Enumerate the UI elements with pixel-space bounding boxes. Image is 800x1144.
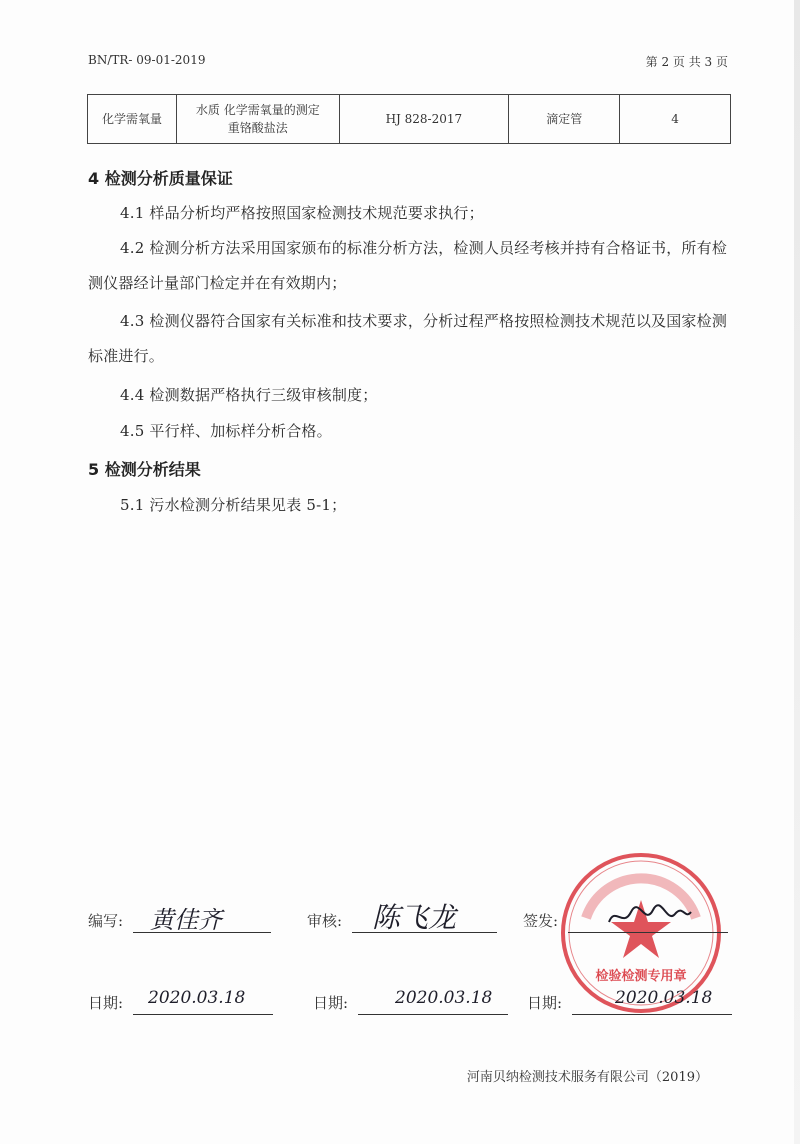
standard-cell: HJ 828-2017	[339, 95, 509, 144]
reviewer-date-line	[358, 1014, 508, 1015]
compiler-date-label: 日期:	[88, 994, 124, 1012]
table-row	[88, 95, 731, 144]
reviewer-date-label: 日期:	[313, 994, 349, 1012]
reviewer-label: 审核:	[307, 912, 343, 930]
page-footer: 河南贝纳检测技术服务有限公司（2019）	[466, 1070, 708, 1085]
compiler-date: 2020.03.18	[148, 988, 246, 1008]
instrument-cell: 滴定管	[509, 95, 620, 144]
section-4-item-3: 4.3 检测仪器符合国家有关标准和技术要求，分析过程严格按照检测技术规范以及国家检测标准进行。	[88, 312, 728, 365]
page-header	[88, 53, 728, 75]
section-4-item-2: 4.2 检测分析方法采用国家颁布的标准分析方法，检测人员经考核并持有合格证书，所有检测仪器经计量部门检定并在有效期内；	[88, 239, 728, 292]
scan-edge	[794, 0, 800, 1144]
issuer-date: 2020.03.18	[615, 988, 713, 1008]
compiler-label: 编写:	[88, 912, 124, 930]
signature-row	[0, 900, 800, 940]
section-4-title: 4 检测分析质量保证	[88, 169, 233, 188]
section-5-item-1: 5.1 污水检测分析结果见表 5-1；	[120, 496, 347, 514]
compiler-date-line	[133, 1014, 273, 1015]
issuer-signature-line	[568, 932, 728, 933]
item-cell: 化学需氧量	[88, 95, 177, 144]
issuer-label: 签发:	[523, 912, 559, 930]
document-code: BN/TR- 09-01-2019	[88, 53, 206, 67]
reviewer-date: 2020.03.18	[395, 988, 493, 1008]
method-line-2: 重铬酸盐法	[227, 121, 288, 135]
reviewer-signature: 陈飞龙	[372, 901, 457, 934]
date-row	[0, 982, 800, 1022]
section-4-item-5: 4.5 平行样、加标样分析合格。	[120, 422, 332, 440]
section-4-item-4: 4.4 检测数据严格执行三级审核制度；	[120, 386, 378, 404]
method-line-1: 水质 化学需氧量的测定	[195, 103, 320, 117]
issuer-date-line	[572, 1014, 732, 1015]
section-5-title: 5 检测分析结果	[88, 460, 201, 479]
issuer-date-label: 日期:	[527, 994, 563, 1012]
issuer-signature	[605, 902, 695, 932]
compiler-signature: 黄佳齐	[150, 906, 222, 934]
svg-text:检验检测专用章: 检验检测专用章	[595, 969, 687, 984]
section-4-item-1: 4.1 样品分析均严格按照国家检测技术规范要求执行；	[120, 204, 484, 222]
method-table	[87, 94, 731, 144]
page-number: 第 2 页 共 3 页	[645, 55, 728, 69]
method-cell	[177, 95, 340, 144]
limit-cell: 4	[620, 95, 731, 144]
